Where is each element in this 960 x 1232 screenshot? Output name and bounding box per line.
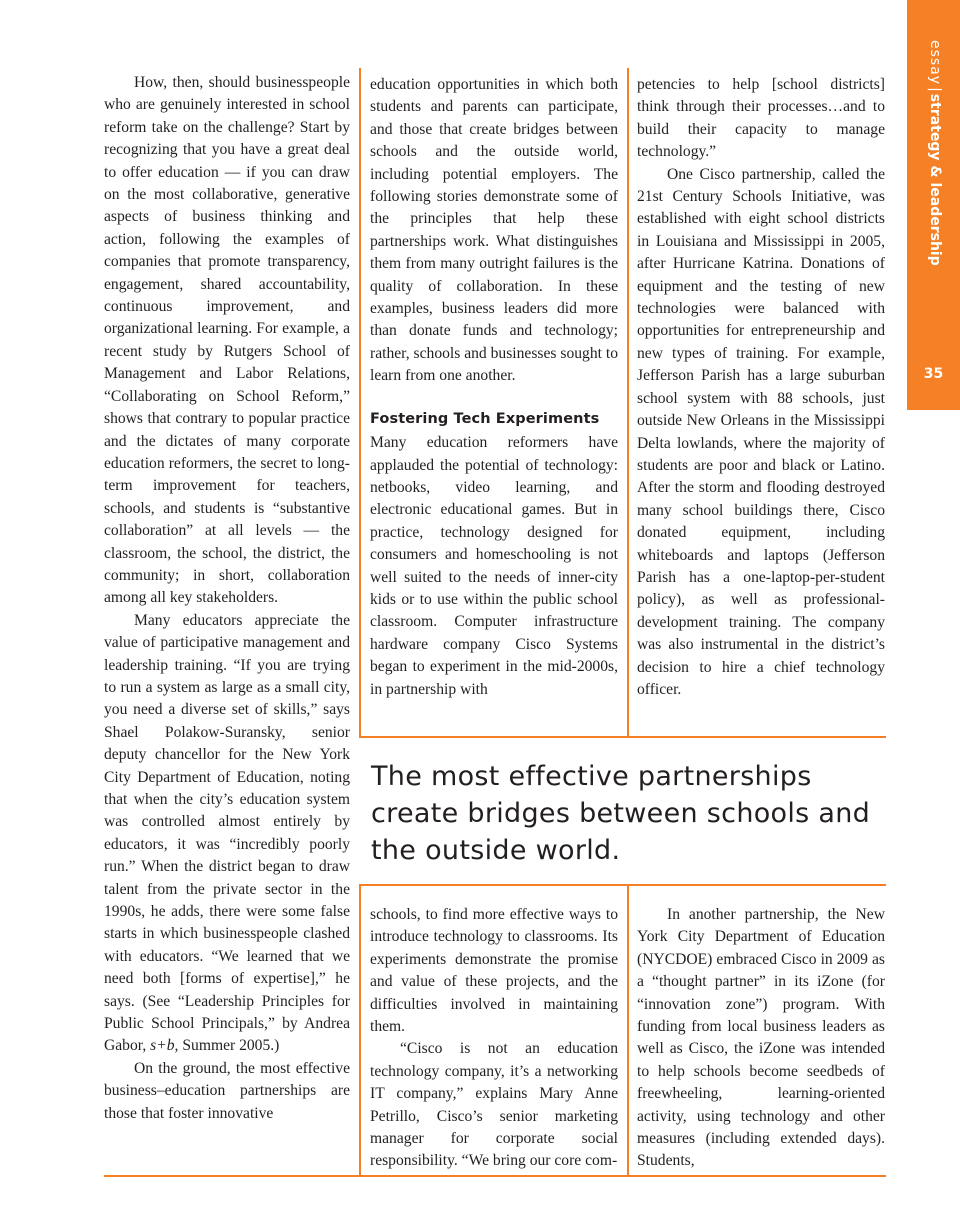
section-topic: strategy & leadership bbox=[927, 93, 943, 266]
pull-quote: The most effective partnerships create bridges between schools and the outside world. bbox=[371, 761, 871, 866]
text-column-1 bbox=[104, 72, 350, 1125]
paragraph: “Cisco is not an education technology company, it’s a networking IT company,” explains Mary Anne Petrillo, Cisco’s senior marketing manager for corporate social responsibility. “We bring our core com- bbox=[370, 1040, 618, 1170]
paragraph: One Cisco partnership, called the 21st Century Schools Initiative, was established with eight school districts in Louisiana and Mississippi in 2005, after Hurricane Katrina. Donations of equipment and the testing of new technologies were balanced with opportunities for entrepreneurship and new types of training. For example, Jefferson Parish has a large suburban school system with 88 schools, just outside New Orleans in the Mississippi Delta lowlands, where the majority of students are poor and black or Latino. After the storm and flooding destroyed many school buildings there, Cisco donated equipment, including whiteboards and laptops (Jefferson Parish has a one-laptop-per-student policy), as well as professional-development training. The company was also instrumental in the district’s decision to hire a chief technology officer. bbox=[637, 165, 885, 698]
column-divider-top-right bbox=[627, 68, 629, 738]
paragraph: How, then, should businesspeople who are genuinely interested in school reform take on the challenge? Start by recognizing that you have a great deal to offer education — if you can draw on the most collaborative, generative aspects of business thinking and action, following the examples of companies that promote transparency, engagement, shared accountability, continuous improvement, and organizational learning. For example, a recent study by Rutgers School of Management and Labor Relations, “Collaborating on School Reform,” shows that contrary to popular practice and the dictates of many corporate education reformers, the secret to long-term improvement for teachers, schools, and students is “substantive collaboration” at all levels — the classroom, the school, the district, the community; in short, collaboration among all key stakeholders. bbox=[104, 74, 350, 607]
page-bottom-rule bbox=[104, 1175, 886, 1177]
section-name: essay bbox=[927, 40, 943, 86]
paragraph: On the ground, the most effective business–education partnerships are those that foster innovative bbox=[104, 1059, 350, 1122]
text-column-3 bbox=[637, 74, 885, 701]
paragraph bbox=[104, 610, 350, 1058]
text-column-4 bbox=[370, 904, 618, 1173]
paragraph: schools, to find more effective ways to introduce technology to classrooms. Its experiments demonstrate the promise and value of these projects, and the difficulties involved in maintaining them. bbox=[370, 906, 618, 1036]
page-number: 35 bbox=[923, 366, 944, 382]
section-subheading: Fostering Tech Experiments bbox=[370, 410, 600, 427]
paragraph: Many education reformers have applauded the potential of technology: netbooks, video learning, and electronic educational games. But in practice, technology designed for consumers and homeschooling is not well suited to the needs of inner-city kids or to use within the public school classroom. Computer infrastructure hardware company Cisco Systems began to experiment in the mid-2000s, in partnership with bbox=[370, 434, 618, 698]
column-divider-bottom-left bbox=[359, 884, 361, 1176]
paragraph: In another partnership, the New York City Department of Education (NYCDOE) embraced Cisco in 2009 as a “thought partner” in its iZone (for “innovation zone”) program. With funding from local business leaders as well as Cisco, the iZone was intended to help schools become seedbeds of freewheeling, learning-oriented activity, using technology and other measures (including extended days). Students, bbox=[637, 906, 885, 1170]
publication-name: s+b, bbox=[150, 1037, 179, 1055]
paragraph-text: Summer 2005.) bbox=[178, 1037, 280, 1055]
column-divider-top-left bbox=[359, 68, 361, 738]
text-column-5 bbox=[637, 904, 885, 1173]
pullquote-rule-top bbox=[359, 736, 886, 738]
paragraph-text: Many educators appreciate the value of participative management and leadership training. “If you are trying to run a system as large as a small city, you need a diverse set of skills,” says Shael Polakow-Suransky, senior deputy chancellor for the New York City Department of Education, noting that when the city’s education system was controlled almost entirely by educators, it was “incredibly poorly run.” When the district began to draw talent from the private sector in the 1990s, he adds, there were some false starts in which businesspeople clashed with educators. “We learned that we need both [forms of expertise],” he says. (See “Leadership Principles for Public School Principals,” by Andrea Gabor, bbox=[104, 611, 350, 1055]
paragraph: petencies to help [school districts] think through their processes…and to build their capacity to manage technology.” bbox=[637, 76, 885, 161]
paragraph: education opportunities in which both students and parents can participate, and those that create bridges between schools and the outside world, including potential employers. The following stories demonstrate some of the principles that help these partnerships work. What distinguishes them from many outright failures is the quality of collaboration. In these examples, business leaders did more than donate funds and technology; rather, schools and businesses sought to learn from one another. bbox=[370, 76, 618, 385]
pullquote-rule-bottom bbox=[359, 884, 886, 886]
text-column-2 bbox=[370, 74, 618, 701]
section-tab-label bbox=[919, 40, 949, 280]
column-divider-bottom-right bbox=[627, 884, 629, 1176]
section-separator: | bbox=[927, 87, 943, 92]
